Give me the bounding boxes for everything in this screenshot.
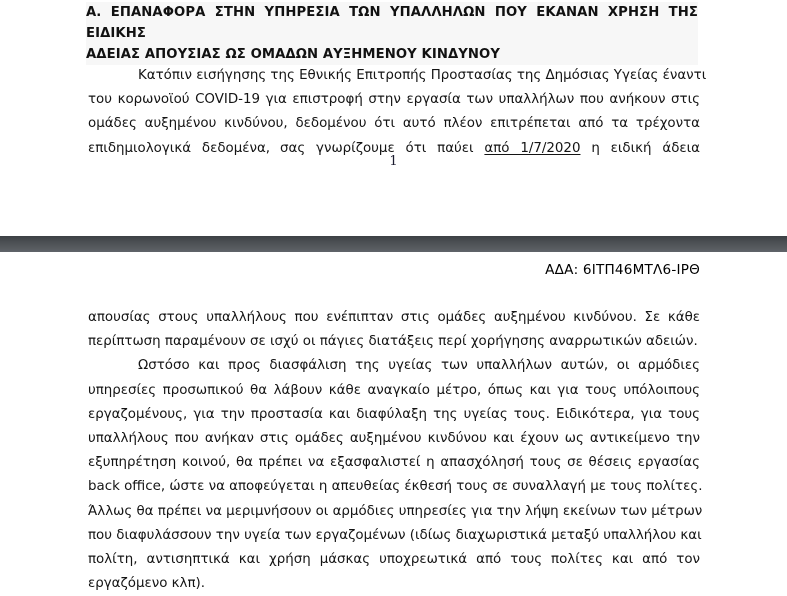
paragraph-one-line-4-part-a: επιδημιολογικά δεδομένα, [88, 140, 271, 156]
paragraph-three-line-5: εξυπηρέτηση κοινού, θα πρέπει να εξασφαλιστεί η απασχόλησή τους σε θέσεις εργασίας [88, 455, 700, 471]
effective-date-underlined: από 1/7/2020 [484, 140, 581, 156]
paragraph-three-line-7: Άλλως θα πρέπει να μεριμνήσουν οι αρμόδιες υπηρεσίες για την λήψη εκείνων των μέτρων [88, 503, 703, 519]
paragraph-three-line-1 [88, 354, 700, 378]
paragraph-one-line-3: ομάδες αυξημένου κινδύνου, δεδομένου ότι αυτό πλέον επιτρέπεται από τα τρέχοντα [88, 116, 700, 132]
paragraph-three-line-6: back office, ώστε να αποφεύγεται η απευθείας έκθεσή τους σε συναλλαγή με τους πολίτες. [88, 479, 703, 495]
page-number: 1 [389, 154, 398, 169]
paragraph-three-line-4: υπαλλήλους που ανήκαν στις ομάδες αυξημένου κινδύνου και έχουν ως αντικείμενο την [88, 431, 700, 447]
paragraph-three-line-3: εργαζομένους, για την προστασία και διαφύλαξη της υγείας τους. Ειδικότερα, για τους [88, 406, 700, 422]
paragraph-one-line-2: του κορωνοϊού COVID-19 για επιστροφή στην εργασία των υπαλλήλων που ανήκουν στις [88, 92, 700, 108]
paragraph-three-line-1-text: Ωστόσο και προς διασφάλιση της υγείας των υπαλλήλων αυτών, οι αρμόδιες [138, 358, 700, 374]
section-heading-line-2: ΑΔΕΙΑΣ ΑΠΟΥΣΙΑΣ ΩΣ ΟΜΑΔΩΝ ΑΥΞΗΜΕΝΟΥ ΚΙΝΔΥΝΟΥ [86, 47, 501, 62]
section-heading-line-1: Α. ΕΠΑΝΑΦΟΡΑ ΣΤΗΝ ΥΠΗΡΕΣΙΑ ΤΩΝ ΥΠΑΛΛΗΛΩΝ ΠΟΥ ΕΚΑΝΑΝ ΧΡΗΣΗ ΤΗΣ ΕΙΔΙΚΗΣ [86, 5, 698, 41]
paragraph-one-line-1 [88, 64, 707, 88]
paragraph-one-line-4-part-c: η ειδική άδεια [591, 140, 700, 156]
paragraph-three-line-2: υπηρεσίες προσωπικού θα λάβουν κάθε αναγκαίο μέτρο, όπως και για τους υπόλοιπους [88, 382, 700, 398]
paragraph-one-line-1-text: Κατόπιν εισήγησης της Εθνικής Επιτροπής Προστασίας της Δημόσιας Υγείας έναντι [138, 68, 707, 83]
paragraph-one [88, 64, 707, 161]
paragraph-two-line-2: περίπτωση παραμένουν σε ισχύ οι πάγιες διατάξεις περί χορήγησης αναρρωτικών αδειών. [88, 334, 698, 350]
paragraph-three-line-10: εργαζόμενο κλπ). [88, 576, 206, 592]
ada-reference: ΑΔΑ: 6ΙΤΠ46ΜΤΛ6-ΙΡΘ [545, 262, 700, 278]
paragraph-three-line-9: πολίτη, αντισηπτικά και χρήση μάσκας υποχρεωτικά από τους πολίτες και από τον [88, 552, 700, 568]
paragraph-three-line-8: που διαφυλάσσουν την υγεία των εργαζομένων (ιδίως διαχωριστικά μεταξύ υπαλλήλου και [88, 527, 702, 543]
paragraph-two-line-1: απουσίας στους υπαλλήλους που ενέπιπταν στις ομάδες αυξημένου κινδύνου. Σε κάθε [88, 310, 700, 325]
document-page-1 [0, 0, 787, 236]
section-heading [86, 2, 698, 65]
page-separator [0, 236, 787, 252]
paragraph-two-and-three [88, 306, 703, 596]
paragraph-one-line-4-part-b: σας γνωρίζουμε ότι παύει [280, 140, 474, 156]
